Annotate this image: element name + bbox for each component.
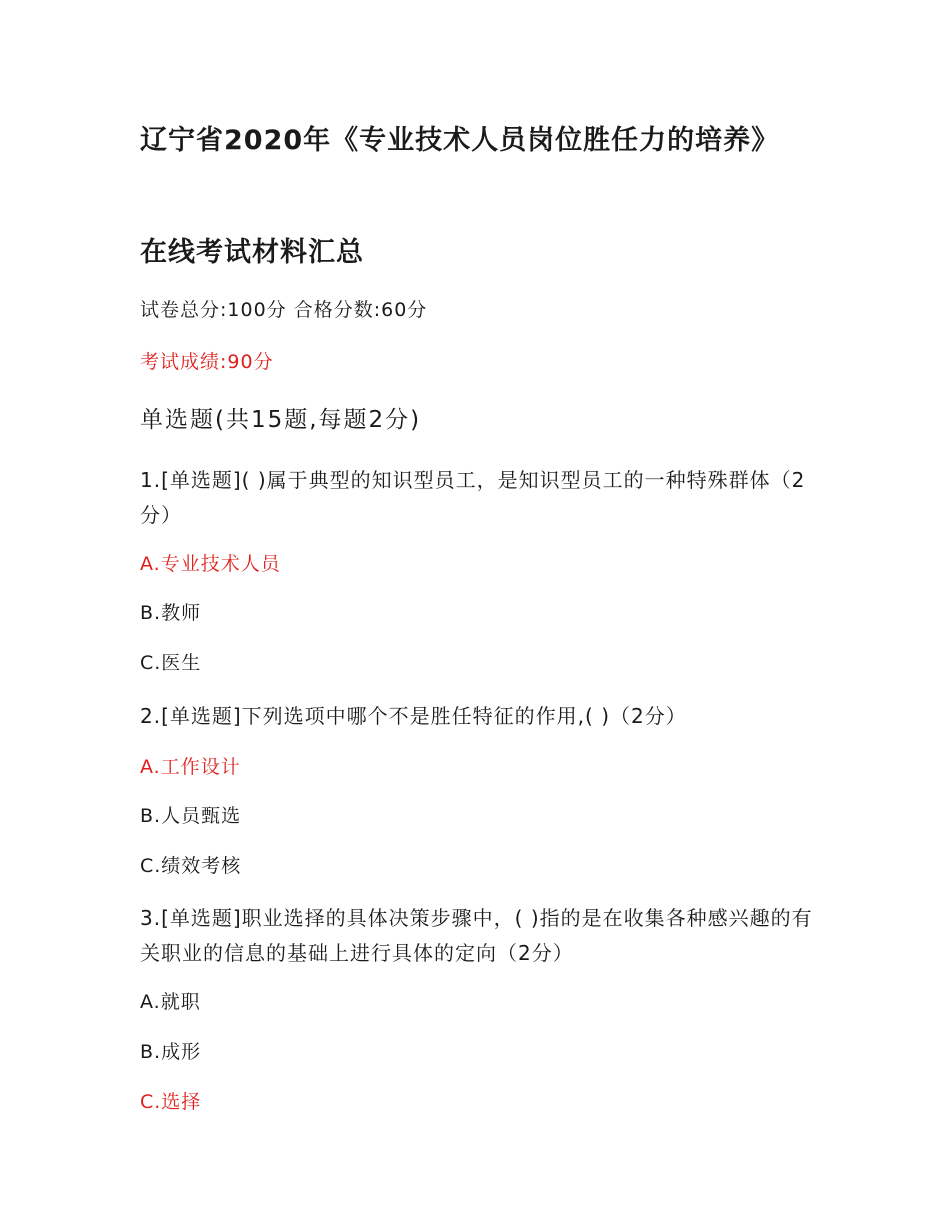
document-title: 辽宁省2020年《专业技术人员岗位胜任力的培养》 <box>140 125 780 156</box>
question-3-text: 3.[单选题]职业选择的具体决策步骤中，( )指的是在收集各种感兴趣的有关职业的信息的基础上进行具体的定向（2分） <box>140 906 813 965</box>
question-2-text: 2.[单选题]下列选项中哪个不是胜任特征的作用,( )（2分） <box>140 704 687 728</box>
section-header: 单选题(共15题,每题2分) <box>140 407 422 433</box>
question-2-option-a: A.工作设计 <box>140 756 241 778</box>
document-subtitle: 在线考试材料汇总 <box>140 237 364 268</box>
question-1-option-c: C.医生 <box>140 652 202 674</box>
question-3-option-b: B.成形 <box>140 1041 202 1063</box>
question-3-option-a: A.就职 <box>140 991 201 1013</box>
question-2-option-b: B.人员甄选 <box>140 805 242 827</box>
score-info: 试卷总分:100分 合格分数:60分 <box>140 299 428 321</box>
question-1-option-a: A.专业技术人员 <box>140 553 281 575</box>
question-1-text: 1.[单选题]( )属于典型的知识型员工，是知识型员工的一种特殊群体（2分） <box>140 468 806 527</box>
question-3-option-c: C.选择 <box>140 1091 202 1113</box>
question-2-option-c: C.绩效考核 <box>140 855 242 877</box>
exam-result: 考试成绩:90分 <box>140 351 274 373</box>
question-1-option-b: B.教师 <box>140 602 202 624</box>
